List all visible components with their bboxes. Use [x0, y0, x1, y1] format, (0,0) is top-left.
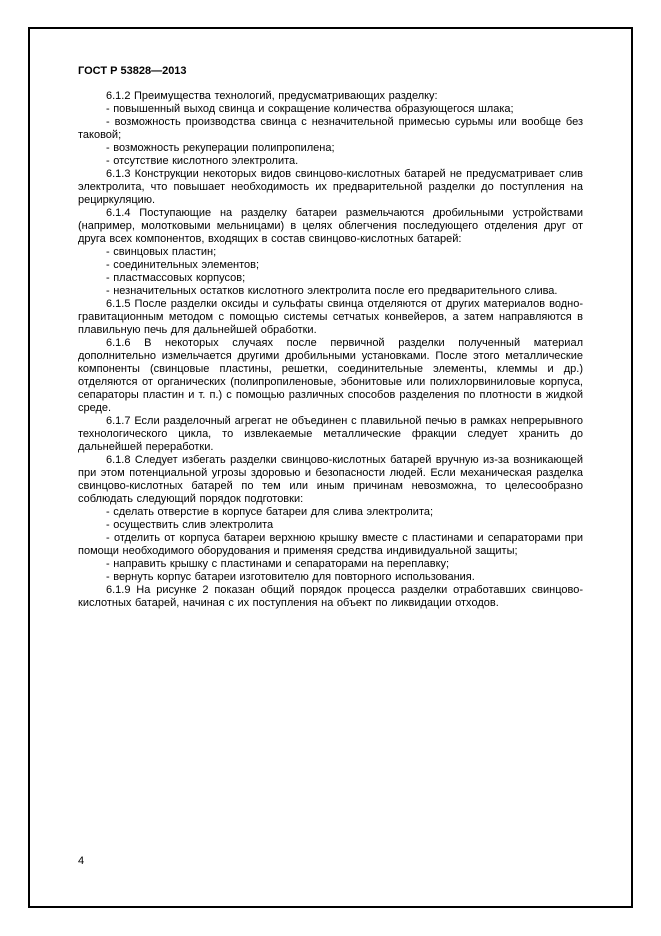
paragraph: 6.1.2 Преимущества технологий, предусматривающих разделку:: [106, 90, 438, 102]
paragraph: 6.1.4 Поступающие на разделку батареи размельчаются дробильными устройствами (например, молотковыми мельницами) в целях облегчения последующего отделения друг от друга всех компонентов, входящих в состав свинцово-кислотных батарей:: [78, 207, 583, 245]
paragraph: 6.1.6 В некоторых случаях после первичной разделки полученный материал дополнительно измельчается другими дробильными установками. После этого металлические компоненты (свинцовые пластины, решетки, соединительные элементы, клеммы и др.) отделяются от органических (полипропиленовые, эбонитовые или полихлорвиниловые корпуса, сепараторы пластин и т. п.) с помощью различных способов разделения по плотности в жидкой среде.: [78, 337, 583, 414]
document-header: ГОСТ Р 53828—2013: [78, 65, 187, 77]
document-body: [78, 90, 583, 610]
paragraph: - сделать отверстие в корпусе батареи для слива электролита;: [106, 506, 434, 518]
paragraph: - осуществить слив электролита: [106, 519, 274, 531]
paragraph: - отделить от корпуса батареи верхнюю крышку вместе с пластинами и сепараторами при помощи необходимого оборудования и применяя средства индивидуальной защиты;: [78, 532, 583, 557]
paragraph: - отсутствие кислотного электролита.: [106, 155, 299, 167]
paragraph: 6.1.5 После разделки оксиды и сульфаты свинца отделяются от других материалов водно-гравитационным методом с помощью системы сетчатых конвейеров, а затем направляются в плавильную печь для дальнейшей обработки.: [78, 298, 583, 336]
paragraph: - повышенный выход свинца и сокращение количества образующегося шлака;: [106, 103, 514, 115]
page-number: 4: [78, 855, 85, 867]
paragraph: 6.1.3 Конструкции некоторых видов свинцово-кислотных батарей не предусматривает слив электролита, что повышает необходимость их предварительной разделки до поступления на рециркуляцию.: [78, 168, 583, 206]
paragraph: - направить крышку с пластинами и сепараторами на переплавку;: [106, 558, 450, 570]
paragraph: - пластмассовых корпусов;: [106, 272, 246, 284]
page-frame: [28, 27, 633, 908]
paragraph: - незначительных остатков кислотного электролита после его предварительного слива.: [106, 285, 558, 297]
paragraph: - соединительных элементов;: [106, 259, 260, 271]
paragraph: 6.1.9 На рисунке 2 показан общий порядок процесса разделки отработавших свинцово-кислотных батарей, начиная с их поступления на объект по ликвидации отходов.: [78, 584, 583, 609]
paragraph: - возможность производства свинца с незначительной примесью сурьмы или вообще без таковой;: [78, 116, 583, 141]
paragraph: - вернуть корпус батареи изготовителю для повторного использования.: [106, 571, 475, 583]
paragraph: - свинцовых пластин;: [106, 246, 217, 258]
paragraph: 6.1.8 Следует избегать разделки свинцово-кислотных батарей вручную из-за возникающей при этом потенциальной угрозы здоровью и безопасности людей. Если механическая разделка свинцово-кислотных батарей по тем или иным причинам невозможна, то целесообразно соблюдать следующий порядок подготовки:: [78, 454, 583, 505]
paragraph: 6.1.7 Если разделочный агрегат не объединен с плавильной печью в рамках непрерывного технологического цикла, то извлекаемые металлические фракции следует хранить до дальнейшей переработки.: [78, 415, 583, 453]
paragraph: - возможность рекуперации полипропилена;: [106, 142, 335, 154]
